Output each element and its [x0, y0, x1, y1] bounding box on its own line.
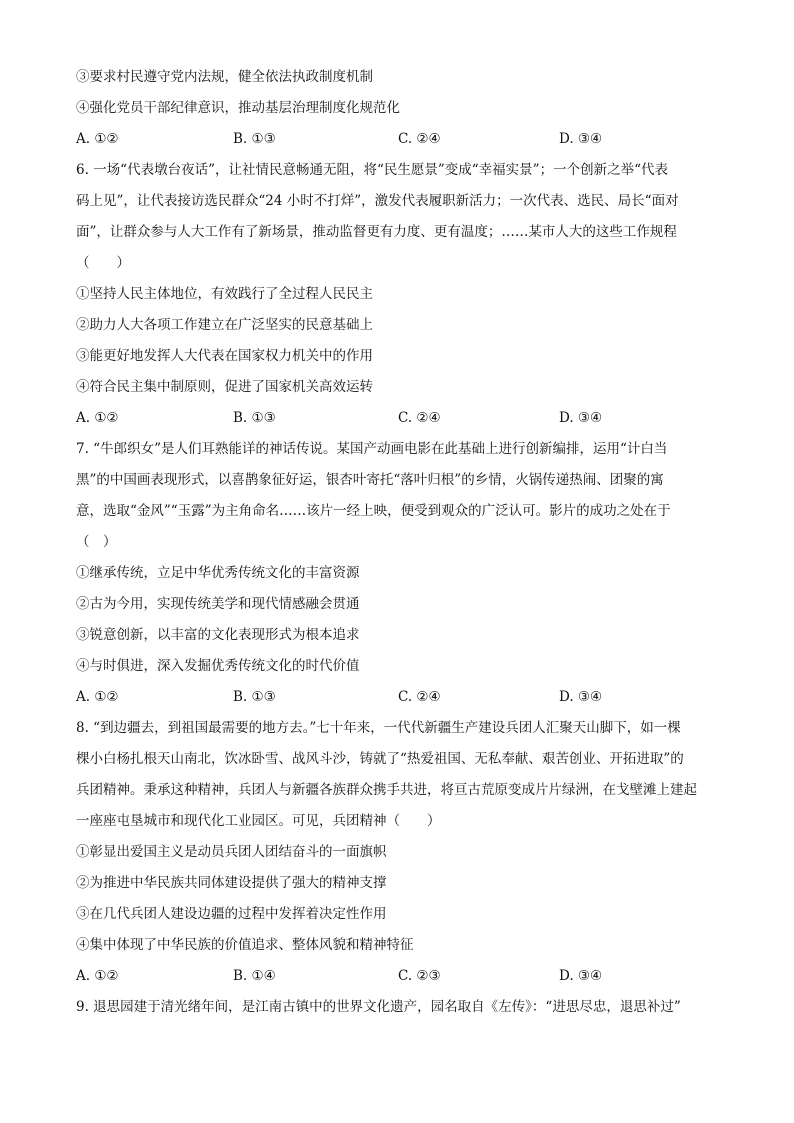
question-stem-line: 兵团精神。秉承这种精神，兵团人与新疆各族群众携手共进，将亘古荒原变成片片绿洲，在戈壁滩上建起 — [76, 782, 697, 798]
choice-item: ③要求村民遵守党内法规，健全依法执政制度机制 — [76, 69, 373, 85]
choice-item: ②古为今用，实现传统美学和现代情感融会贯通 — [76, 596, 360, 612]
question-6 — [76, 155, 726, 434]
question-stem-line: 码上见”，让代表接访选民群众“24 小时不打烊”，激发代表履职新活力；一次代表、选民、局长“面对 — [76, 193, 679, 209]
option-b: B. ①③ — [233, 689, 276, 705]
choice-item: ④强化党员干部纪律意识，推动基层治理制度化规范化 — [76, 100, 400, 116]
answer-options — [76, 403, 726, 434]
option-b: B. ①④ — [233, 968, 276, 984]
answer-options — [76, 682, 726, 713]
option-b: B. ①③ — [233, 410, 276, 426]
option-c: C. ②④ — [398, 689, 441, 705]
choice-item: ①坚持人民主体地位，有效践行了全过程人民民主 — [76, 286, 373, 302]
option-c: C. ②④ — [398, 410, 441, 426]
option-c: C. ②④ — [398, 131, 441, 147]
option-c: C. ②③ — [398, 968, 441, 984]
question-stem-line: （ ） — [76, 255, 130, 271]
question-stem-line: （ ） — [76, 534, 117, 550]
option-d: D. ③④ — [559, 689, 603, 705]
question-8 — [76, 713, 726, 992]
question-9 — [76, 992, 726, 1023]
choice-item: ③锐意创新，以丰富的文化表现形式为根本追求 — [76, 627, 360, 643]
option-d: D. ③④ — [559, 410, 603, 426]
question-stem-line: 面”，让群众参与人大工作有了新场景，推动监督更有力度、更有温度；……某市人大的这些工作规程 — [76, 224, 677, 240]
answer-options — [76, 961, 726, 992]
option-a: A. ①② — [76, 410, 119, 426]
question-7 — [76, 434, 726, 713]
question-5-tail — [76, 62, 726, 155]
choice-item: ①彰显出爱国主义是动员兵团人团结奋斗的一面旗帜 — [76, 844, 387, 860]
choice-item: ④集中体现了中华民族的价值追求、整体风貌和精神特征 — [76, 937, 414, 953]
choice-item: ③能更好地发挥人大代表在国家权力机关中的作用 — [76, 348, 373, 364]
page-content — [76, 62, 726, 1023]
option-a: A. ①② — [76, 968, 119, 984]
question-stem-line: 9. 退思园建于清光绪年间，是江南古镇中的世界文化遗产，园名取自《左传》：“进思尽忠，退思补过” — [76, 999, 681, 1015]
question-stem-line: 8. “到边疆去，到祖国最需要的地方去。”七十年来，一代代新疆生产建设兵团人汇聚天山脚下，如一棵 — [76, 720, 681, 736]
choice-item: ①继承传统，立足中华优秀传统文化的丰富资源 — [76, 565, 360, 581]
question-stem-line: 黑”的中国画表现形式，以喜鹊象征好运，银杏叶寄托“落叶归根”的乡情，火锅传递热闹、团聚的寓 — [76, 472, 664, 488]
question-stem-line: 6. 一场“代表墩台夜话”，让社情民意畅通无阻，将“民生愿景”变成“幸福实景”；一个创新之举“代表 — [76, 162, 668, 178]
question-stem-line: 棵小白杨扎根天山南北，饮冰卧雪、战风斗沙，铸就了“热爱祖国、无私奉献、艰苦创业、开拓进取”的 — [76, 751, 684, 767]
question-stem-line: 意，选取“金风”“玉露”为主角命名……该片一经上映，便受到观众的广泛认可。影片的成功之处在于 — [76, 503, 671, 519]
choice-item: ②助力人大各项工作建立在广泛坚实的民意基础上 — [76, 317, 373, 333]
answer-options — [76, 124, 726, 155]
option-d: D. ③④ — [559, 968, 603, 984]
option-a: A. ①② — [76, 689, 119, 705]
option-a: A. ①② — [76, 131, 119, 147]
question-stem-line: 一座座屯垦城市和现代化工业园区。可见，兵团精神（ ） — [76, 813, 441, 829]
option-d: D. ③④ — [559, 131, 603, 147]
choice-item: ④符合民主集中制原则，促进了国家机关高效运转 — [76, 379, 373, 395]
question-stem-line: 7. “牛郎织女”是人们耳熟能详的神话传说。某国产动画电影在此基础上进行创新编排，运用“计白当 — [76, 441, 668, 457]
choice-item: ③在几代兵团人建设边疆的过程中发挥着决定性作用 — [76, 906, 387, 922]
option-b: B. ①③ — [233, 131, 276, 147]
choice-item: ④与时俱进，深入发掘优秀传统文化的时代价值 — [76, 658, 360, 674]
choice-item: ②为推进中华民族共同体建设提供了强大的精神支撑 — [76, 875, 387, 891]
